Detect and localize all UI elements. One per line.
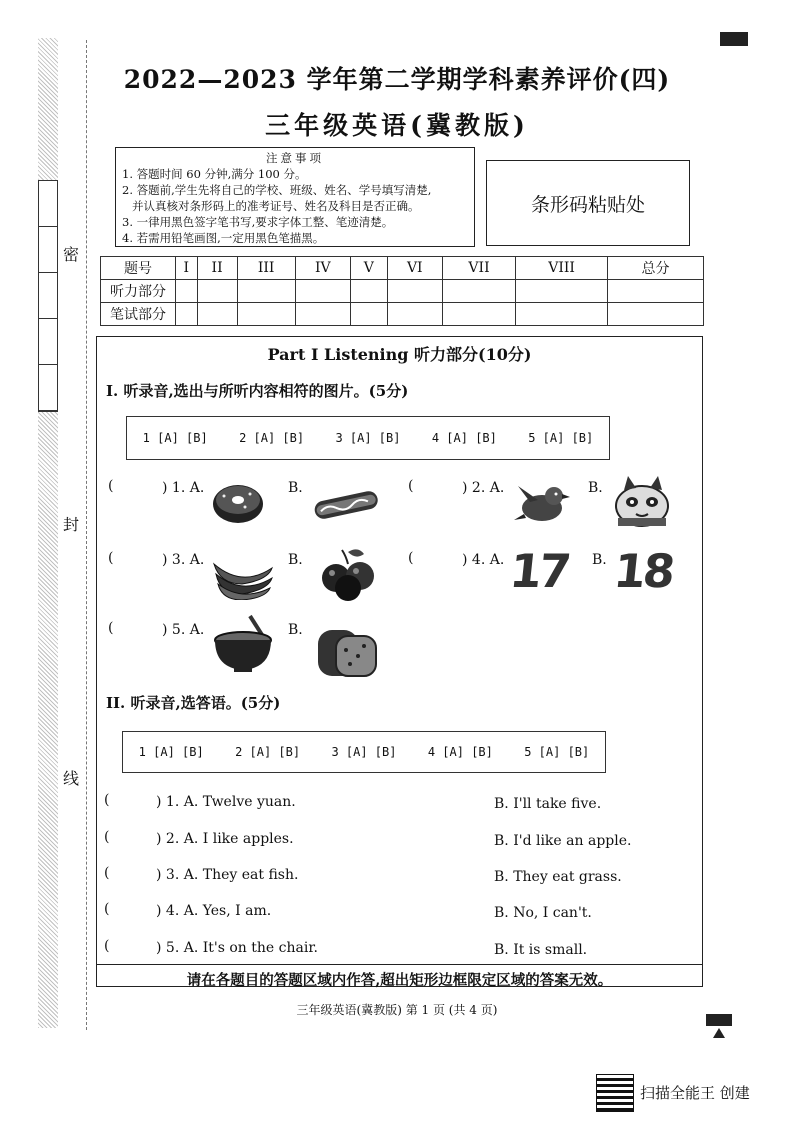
score-row-written bbox=[101, 303, 704, 326]
seal-char-feng: 封 bbox=[63, 515, 80, 534]
question-option-a: ) 3. A. They eat fish. bbox=[156, 867, 299, 883]
apples-icon bbox=[318, 546, 380, 602]
soup-bowl-icon bbox=[210, 612, 276, 674]
question-number: ) 4. A. bbox=[462, 552, 505, 568]
seal-char-xian: 线 bbox=[63, 769, 80, 788]
answer-option[interactable]: 3 [A] [B] bbox=[335, 431, 401, 445]
score-cell[interactable] bbox=[295, 280, 350, 303]
score-header-cell: 总分 bbox=[607, 257, 703, 280]
section2-answer-box bbox=[122, 731, 606, 773]
question-option-a: ) 5. A. It's on the chair. bbox=[156, 940, 318, 956]
paren-open: ( bbox=[104, 865, 110, 881]
notice-line: 1. 答题时间 60 分钟,满分 100 分。 bbox=[122, 167, 307, 181]
answer-option[interactable]: 5 [A] [B] bbox=[524, 745, 590, 759]
notice-line: 3. 一律用黑色签字笔书写,要求字体工整、笔迹清楚。 bbox=[122, 215, 394, 229]
donut-icon bbox=[210, 480, 266, 526]
hotdog-icon bbox=[310, 484, 382, 524]
answer-option[interactable]: 1 [A] [B] bbox=[142, 431, 208, 445]
score-cell[interactable] bbox=[516, 280, 608, 303]
question-option-a: ) 4. A. Yes, I am. bbox=[156, 903, 272, 919]
answer-option[interactable]: 2 [A] [B] bbox=[235, 745, 301, 759]
paren-open: ( bbox=[408, 550, 414, 566]
paren-open: ( bbox=[104, 792, 110, 808]
paren-open: ( bbox=[104, 829, 110, 845]
option-b-label: B. bbox=[592, 552, 607, 568]
score-cell[interactable] bbox=[350, 280, 387, 303]
score-header-cell: 题号 bbox=[101, 257, 176, 280]
question-number: ) 1. A. bbox=[162, 480, 205, 496]
question-option-a: ) 2. A. I like apples. bbox=[156, 831, 294, 847]
answer-option[interactable]: 3 [A] [B] bbox=[331, 745, 397, 759]
answer-option[interactable]: 4 [A] [B] bbox=[431, 431, 497, 445]
score-cell[interactable] bbox=[350, 303, 387, 326]
section2-instruction: II. 听录音,选答语。(5分) bbox=[106, 694, 281, 712]
up-arrow-icon bbox=[713, 1028, 725, 1038]
part1-title: Part I Listening 听力部分(10分) bbox=[267, 345, 532, 364]
page-number: 三年级英语(冀教版) 第 1 页 (共 4 页) bbox=[296, 1003, 498, 1017]
bird-icon bbox=[512, 478, 570, 526]
section1-instruction: I. 听录音,选出与所听内容相符的图片。(5分) bbox=[106, 382, 409, 400]
answer-option[interactable]: 2 [A] [B] bbox=[239, 431, 305, 445]
score-cell[interactable] bbox=[607, 280, 703, 303]
score-header-cell: VI bbox=[387, 257, 442, 280]
answer-option[interactable]: 1 [A] [B] bbox=[138, 745, 204, 759]
number-17-picture: 17 bbox=[507, 544, 571, 598]
notice-line: 2. 答题前,学生先将自己的学校、班级、姓名、学号填写清楚, bbox=[122, 183, 432, 197]
corner-mark bbox=[720, 32, 748, 46]
exam-subtitle: 三年级英语(冀教版) bbox=[265, 111, 529, 140]
score-row-listening bbox=[101, 280, 704, 303]
score-cell[interactable] bbox=[197, 303, 237, 326]
question-option-a: ) 1. A. Twelve yuan. bbox=[156, 794, 296, 810]
student-info-box bbox=[38, 180, 58, 412]
score-header-cell: II bbox=[197, 257, 237, 280]
score-row-label: 笔试部分 bbox=[101, 303, 176, 326]
notice-box bbox=[115, 147, 475, 247]
alignment-mark bbox=[706, 1014, 732, 1026]
option-b-label: B. bbox=[588, 480, 603, 496]
score-row-label: 听力部分 bbox=[101, 280, 176, 303]
score-cell[interactable] bbox=[516, 303, 608, 326]
score-header-cell: I bbox=[176, 257, 198, 280]
scanner-watermark: 扫描全能王 创建 bbox=[640, 1084, 750, 1102]
notice-heading: 注意事项 bbox=[266, 151, 324, 165]
question-option-b: B. They eat grass. bbox=[494, 869, 622, 885]
score-cell[interactable] bbox=[295, 303, 350, 326]
score-header-cell: III bbox=[237, 257, 295, 280]
seal-char-mi: 密 bbox=[63, 245, 80, 264]
paren-open: ( bbox=[104, 901, 110, 917]
answer-area-warning: 请在各题目的答题区域内作答,超出矩形边框限定区域的答案无效。 bbox=[96, 964, 703, 990]
score-table bbox=[100, 256, 704, 326]
score-cell[interactable] bbox=[442, 280, 515, 303]
score-cell[interactable] bbox=[237, 280, 295, 303]
notice-line: 并认真核对条形码上的准考证号、姓名及科目是否正确。 bbox=[132, 199, 420, 213]
score-header-cell: IV bbox=[295, 257, 350, 280]
score-cell[interactable] bbox=[197, 280, 237, 303]
bread-icon bbox=[314, 622, 380, 678]
score-cell[interactable] bbox=[237, 303, 295, 326]
score-header-cell: V bbox=[350, 257, 387, 280]
seal-line bbox=[86, 40, 87, 1030]
score-cell[interactable] bbox=[607, 303, 703, 326]
question-option-b: B. I'll take five. bbox=[494, 796, 602, 812]
score-cell[interactable] bbox=[387, 303, 442, 326]
qr-code-icon bbox=[596, 1074, 634, 1112]
option-b-label: B. bbox=[288, 480, 303, 496]
score-cell[interactable] bbox=[176, 303, 198, 326]
score-header-row bbox=[101, 257, 704, 280]
question-option-b: B. It is small. bbox=[494, 942, 588, 958]
paren-open: ( bbox=[108, 620, 114, 636]
bananas-icon bbox=[210, 554, 274, 600]
answer-option[interactable]: 5 [A] [B] bbox=[528, 431, 594, 445]
score-cell[interactable] bbox=[387, 280, 442, 303]
barcode-area: 条形码粘贴处 bbox=[486, 160, 690, 246]
question-number: ) 2. A. bbox=[462, 480, 505, 496]
cat-icon bbox=[610, 474, 674, 530]
paren-open: ( bbox=[108, 550, 114, 566]
score-header-cell: VIII bbox=[516, 257, 608, 280]
question-option-b: B. I'd like an apple. bbox=[494, 833, 632, 849]
notice-line: 4. 若需用铅笔画图,一定用黑色笔描黑。 bbox=[122, 231, 325, 245]
number-18-picture: 18 bbox=[611, 544, 675, 598]
score-header-cell: VII bbox=[442, 257, 515, 280]
option-b-label: B. bbox=[288, 552, 303, 568]
paren-open: ( bbox=[408, 478, 414, 494]
exam-title: 2022—2023 学年第二学期学科素养评价(四) bbox=[123, 65, 671, 94]
section1-answer-box bbox=[126, 416, 610, 460]
score-cell[interactable] bbox=[176, 280, 198, 303]
paren-open: ( bbox=[108, 478, 114, 494]
score-cell[interactable] bbox=[442, 303, 515, 326]
question-number: ) 3. A. bbox=[162, 552, 205, 568]
answer-option[interactable]: 4 [A] [B] bbox=[427, 745, 493, 759]
option-b-label: B. bbox=[288, 622, 303, 638]
question-number: ) 5. A. bbox=[162, 622, 205, 638]
paren-open: ( bbox=[104, 938, 110, 954]
question-option-b: B. No, I can't. bbox=[494, 905, 592, 921]
